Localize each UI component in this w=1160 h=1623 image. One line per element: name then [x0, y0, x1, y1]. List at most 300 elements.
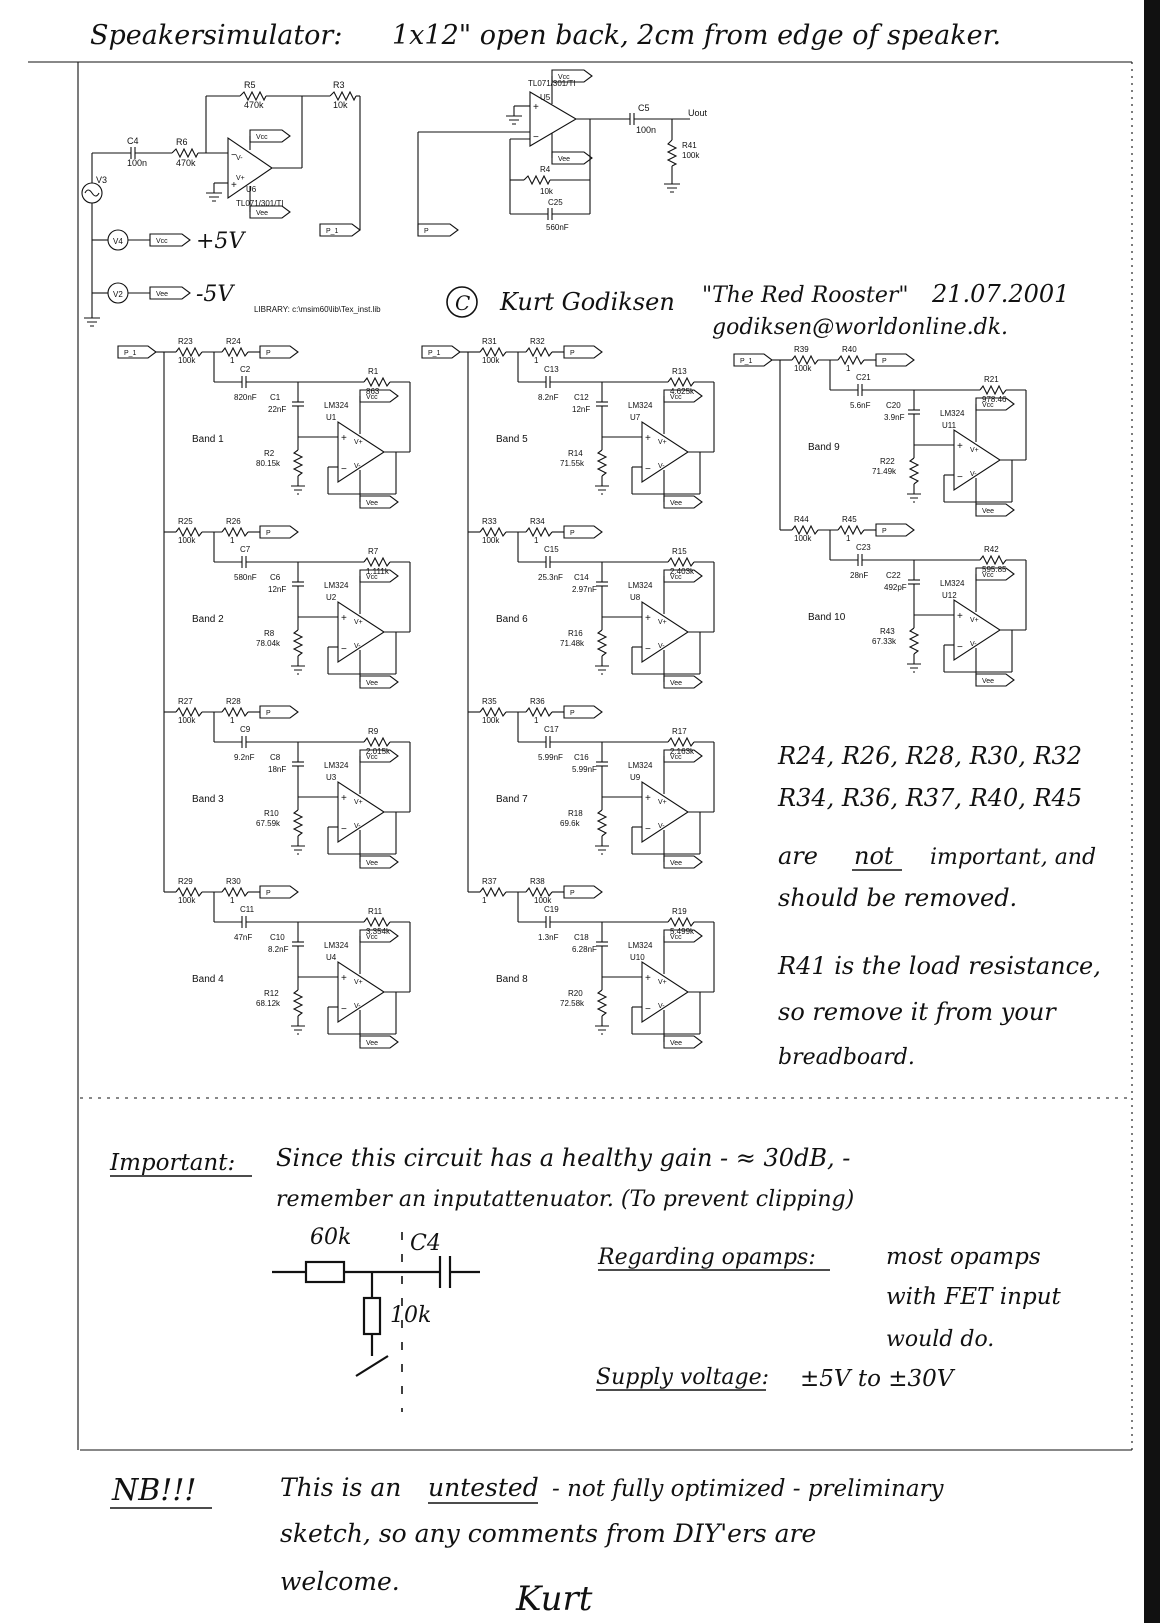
svg-text:560nF: 560nF: [546, 223, 569, 232]
svg-text:580nF: 580nF: [234, 573, 257, 582]
svg-text:69.6k: 69.6k: [560, 819, 580, 828]
credits: [447, 280, 1069, 340]
c4-value: 100n: [127, 158, 148, 168]
svg-text:R8: R8: [264, 629, 275, 638]
filter-band-2: [164, 517, 410, 688]
svg-text:−: −: [645, 824, 651, 835]
svg-text:Vee: Vee: [982, 678, 995, 685]
svg-text:−: −: [533, 132, 539, 143]
attenuator-shunt-resistor: [364, 1298, 380, 1334]
svg-text:most opamps: most opamps: [886, 1244, 1041, 1270]
svg-text:1: 1: [534, 536, 539, 545]
svg-text:R27: R27: [178, 697, 193, 706]
svg-text:−: −: [231, 150, 237, 161]
svg-text:R35: R35: [482, 697, 497, 706]
svg-text:12nF: 12nF: [268, 585, 287, 594]
svg-text:Vcc: Vcc: [670, 754, 682, 761]
filter-band-1: [164, 337, 410, 508]
svg-text:470k: 470k: [244, 100, 264, 110]
svg-text:+: +: [341, 433, 347, 444]
svg-text:U5: U5: [540, 93, 551, 102]
svg-text:TL071/301/TI: TL071/301/TI: [236, 199, 284, 208]
svg-text:R13: R13: [672, 367, 687, 376]
svg-text:LM324: LM324: [324, 761, 349, 770]
svg-text:+: +: [341, 973, 347, 984]
svg-text:LM324: LM324: [628, 581, 653, 590]
svg-text:LM324: LM324: [324, 581, 349, 590]
svg-text:This is an: This is an: [280, 1473, 402, 1502]
svg-text:C8: C8: [270, 753, 281, 762]
svg-text:1: 1: [230, 896, 235, 905]
svg-text:Vcc: Vcc: [366, 574, 378, 581]
svg-text:100n: 100n: [636, 125, 657, 135]
svg-text:R17: R17: [672, 727, 687, 736]
svg-text:V4: V4: [113, 237, 123, 246]
svg-text:C2: C2: [240, 365, 251, 374]
svg-text:820nF: 820nF: [234, 393, 257, 402]
svg-text:R37: R37: [482, 877, 497, 886]
svg-text:R15: R15: [672, 547, 687, 556]
svg-text:+: +: [341, 613, 347, 624]
svg-text:18nF: 18nF: [268, 765, 287, 774]
svg-text:Vcc: Vcc: [558, 74, 570, 81]
svg-text:V+: V+: [658, 979, 667, 986]
svg-text:R43: R43: [880, 627, 895, 636]
svg-text:R33: R33: [482, 517, 497, 526]
svg-text:Vcc: Vcc: [366, 754, 378, 761]
svg-text:Vcc: Vcc: [256, 134, 268, 141]
author-name: Kurt Godiksen: [500, 288, 675, 316]
page-title: Speakersimulator:: [90, 20, 343, 51]
svg-text:−: −: [341, 644, 347, 655]
svg-text:V-: V-: [658, 1003, 665, 1010]
svg-text:C7: C7: [240, 545, 251, 554]
nb-untested: untested: [428, 1473, 539, 1502]
svg-text:R36: R36: [530, 697, 545, 706]
svg-text:Vcc: Vcc: [670, 394, 682, 401]
svg-text:Vee: Vee: [982, 508, 995, 515]
important-section: [109, 1144, 1062, 1412]
filter-band-4: [164, 877, 410, 1048]
svg-text:U2: U2: [326, 593, 337, 602]
svg-text:Vee: Vee: [366, 1040, 379, 1047]
svg-text:100k: 100k: [534, 896, 552, 905]
svg-text:U10: U10: [630, 953, 645, 962]
note-r41-load: R41 is the load resistance,: [778, 952, 1101, 980]
svg-text:V+: V+: [354, 439, 363, 446]
svg-text:1: 1: [846, 534, 851, 543]
svg-text:1.111k: 1.111k: [366, 567, 389, 576]
filter-band-10: [780, 515, 1026, 686]
library-path: LIBRARY: c:\msim60\lib\Tex_inst.lib: [254, 305, 381, 314]
svg-text:47nF: 47nF: [234, 933, 253, 942]
svg-text:Vee: Vee: [256, 210, 269, 217]
svg-text:C11: C11: [240, 905, 255, 914]
svg-text:100k: 100k: [794, 534, 812, 543]
svg-text:+: +: [645, 613, 651, 624]
supply-voltage-label: Supply voltage:: [596, 1365, 770, 1390]
svg-text:−: −: [645, 464, 651, 475]
svg-text:−: −: [341, 824, 347, 835]
svg-text:V+: V+: [970, 447, 979, 454]
svg-text:V3: V3: [96, 175, 108, 185]
svg-text:V-: V-: [970, 641, 977, 648]
svg-text:+: +: [957, 611, 963, 622]
svg-text:1: 1: [534, 356, 539, 365]
svg-text:67.59k: 67.59k: [256, 819, 281, 828]
svg-text:R20: R20: [568, 989, 583, 998]
band-label: Band 4: [192, 974, 224, 985]
svg-text:Vcc: Vcc: [366, 394, 378, 401]
band-label: Band 7: [496, 794, 528, 805]
svg-text:67.33k: 67.33k: [872, 637, 897, 646]
svg-text:R18: R18: [568, 809, 583, 818]
svg-text:R14: R14: [568, 449, 583, 458]
svg-text:+: +: [645, 793, 651, 804]
svg-text:8.2nF: 8.2nF: [268, 945, 289, 954]
important-label: Important:: [110, 1150, 236, 1176]
svg-text:U9: U9: [630, 773, 641, 782]
filter-band-7: [468, 697, 714, 868]
svg-text:100k: 100k: [178, 896, 196, 905]
svg-text:R34: R34: [530, 517, 545, 526]
svg-text:R26: R26: [226, 517, 241, 526]
svg-text:should be removed.: should be removed.: [778, 884, 1018, 912]
important-line-1: Since this circuit has a healthy gain - ≈ 30dB, -: [276, 1144, 851, 1172]
neg-supply-label: -5V: [196, 282, 234, 307]
svg-text:P: P: [570, 350, 575, 357]
svg-text:V+: V+: [658, 619, 667, 626]
svg-text:C6: C6: [270, 573, 281, 582]
svg-text:5.99nF: 5.99nF: [572, 765, 597, 774]
opamps-label: Regarding opamps:: [598, 1245, 816, 1270]
svg-text:V+: V+: [354, 979, 363, 986]
svg-text:V-: V-: [658, 643, 665, 650]
svg-text:R45: R45: [842, 515, 857, 524]
input-stage: [82, 80, 381, 326]
svg-text:P: P: [882, 528, 887, 535]
svg-text:Vee: Vee: [366, 680, 379, 687]
svg-text:welcome.: welcome.: [280, 1567, 400, 1596]
svg-text:with FET input: with FET input: [886, 1284, 1061, 1310]
svg-text:25.3nF: 25.3nF: [538, 573, 563, 582]
svg-text:Vee: Vee: [366, 860, 379, 867]
svg-text:C21: C21: [856, 373, 871, 382]
svg-text:R2: R2: [264, 449, 275, 458]
svg-text:+: +: [957, 441, 963, 452]
svg-text:R11: R11: [368, 907, 383, 916]
note-not-emphasis: not: [854, 842, 894, 870]
note-resistor-list-2: R34, R36, R37, R40, R45: [778, 784, 1083, 812]
svg-text:8.2nF: 8.2nF: [538, 393, 559, 402]
svg-text:R9: R9: [368, 727, 379, 736]
svg-text:10k: 10k: [333, 100, 348, 110]
svg-text:LM324: LM324: [940, 579, 965, 588]
svg-text:+: +: [341, 793, 347, 804]
svg-text:V+: V+: [236, 175, 245, 182]
svg-text:U6: U6: [246, 185, 257, 194]
svg-text:LM324: LM324: [324, 401, 349, 410]
scan-edge-shadow: [1144, 0, 1160, 1623]
svg-text:C: C: [455, 291, 471, 315]
svg-text:Vee: Vee: [366, 500, 379, 507]
svg-text:1: 1: [482, 896, 487, 905]
svg-text:U3: U3: [326, 773, 337, 782]
svg-text:R16: R16: [568, 629, 583, 638]
svg-text:4.625k: 4.625k: [670, 387, 695, 396]
svg-text:68.12k: 68.12k: [256, 999, 281, 1008]
svg-text:Vcc: Vcc: [982, 572, 994, 579]
svg-text:−: −: [645, 644, 651, 655]
svg-text:TL071/301/TI: TL071/301/TI: [528, 79, 576, 88]
svg-text:R40: R40: [842, 345, 857, 354]
svg-text:P: P: [266, 890, 271, 897]
attenuator-sketch: [272, 1225, 480, 1412]
svg-text:C25: C25: [548, 198, 563, 207]
svg-text:C22: C22: [886, 571, 901, 580]
svg-text:R38: R38: [530, 877, 545, 886]
important-line-2: remember an inputattenuator. (To prevent clipping): [276, 1187, 855, 1212]
band-label: Band 8: [496, 974, 528, 985]
svg-text:V+: V+: [970, 617, 979, 624]
band-label: Band 3: [192, 794, 224, 805]
svg-text:R32: R32: [530, 337, 545, 346]
svg-text:100k: 100k: [482, 536, 500, 545]
svg-text:would do.: would do.: [886, 1327, 995, 1352]
svg-text:71.48k: 71.48k: [560, 639, 585, 648]
svg-text:Uout: Uout: [688, 108, 708, 118]
note-resistor-list-1: R24, R26, R28, R30, R32: [778, 742, 1083, 770]
band-label: Band 5: [496, 434, 528, 445]
svg-text:R29: R29: [178, 877, 193, 886]
svg-text:V+: V+: [354, 619, 363, 626]
svg-text:P: P: [570, 890, 575, 897]
svg-text:2.97nF: 2.97nF: [572, 585, 597, 594]
svg-text:100k: 100k: [482, 716, 500, 725]
svg-text:R30: R30: [226, 877, 241, 886]
svg-text:important, and: important, and: [930, 845, 1097, 870]
band-label: Band 9: [808, 442, 840, 453]
band-label: Band 1: [192, 434, 224, 445]
svg-text:R24: R24: [226, 337, 241, 346]
svg-text:100k: 100k: [178, 356, 196, 365]
svg-text:80.15k: 80.15k: [256, 459, 281, 468]
svg-text:Vcc: Vcc: [156, 238, 168, 245]
svg-text:are: are: [778, 842, 818, 870]
side-notes: [777, 742, 1101, 1070]
svg-text:+: +: [645, 973, 651, 984]
sketch-date: 21.07.2001: [932, 280, 1070, 308]
svg-text:Vee: Vee: [670, 500, 683, 507]
svg-text:V-: V-: [354, 823, 361, 830]
svg-text:P_1: P_1: [740, 358, 753, 365]
svg-text:P: P: [266, 530, 271, 537]
svg-text:595.85: 595.85: [982, 565, 1007, 574]
svg-text:5.6nF: 5.6nF: [850, 401, 871, 410]
output-stage: [418, 70, 708, 236]
svg-text:R28: R28: [226, 697, 241, 706]
svg-text:V2: V2: [113, 290, 123, 299]
svg-text:+: +: [533, 102, 539, 113]
svg-text:2.163k: 2.163k: [670, 747, 695, 756]
band-label: Band 6: [496, 614, 528, 625]
svg-text:C23: C23: [856, 543, 871, 552]
svg-text:R1: R1: [368, 367, 379, 376]
svg-text:60k: 60k: [310, 1225, 352, 1250]
svg-text:−: −: [341, 464, 347, 475]
svg-text:Vcc: Vcc: [982, 402, 994, 409]
svg-text:1: 1: [230, 356, 235, 365]
svg-text:78.04k: 78.04k: [256, 639, 281, 648]
svg-text:R7: R7: [368, 547, 379, 556]
svg-text:C18: C18: [574, 933, 589, 942]
svg-text:10k: 10k: [540, 187, 553, 196]
filter-bands: [118, 337, 1026, 1048]
nb-label: NB!!!: [112, 1473, 197, 1508]
svg-text:+: +: [645, 433, 651, 444]
svg-text:72.58k: 72.58k: [560, 999, 585, 1008]
svg-text:978.46: 978.46: [982, 395, 1007, 404]
c4-ref: C4: [127, 136, 139, 146]
svg-text:Vcc: Vcc: [366, 934, 378, 941]
svg-text:C15: C15: [544, 545, 559, 554]
svg-text:LM324: LM324: [324, 941, 349, 950]
svg-text:U12: U12: [942, 591, 957, 600]
svg-text:C19: C19: [544, 905, 559, 914]
svg-text:R23: R23: [178, 337, 193, 346]
svg-text:C10: C10: [270, 933, 285, 942]
svg-text:−: −: [645, 1004, 651, 1015]
svg-text:LM324: LM324: [628, 761, 653, 770]
svg-text:C14: C14: [574, 573, 589, 582]
svg-text:71.49k: 71.49k: [872, 467, 897, 476]
band-label: Band 2: [192, 614, 224, 625]
svg-text:C1: C1: [270, 393, 281, 402]
svg-text:V-: V-: [658, 463, 665, 470]
svg-text:R4: R4: [540, 165, 551, 174]
svg-text:22nF: 22nF: [268, 405, 287, 414]
filter-band-8: [468, 877, 714, 1048]
svg-text:R22: R22: [880, 457, 895, 466]
svg-text:−: −: [341, 1004, 347, 1015]
svg-text:R44: R44: [794, 515, 809, 524]
svg-text:Vcc: Vcc: [670, 934, 682, 941]
svg-text:3.9nF: 3.9nF: [884, 413, 905, 422]
svg-text:100k: 100k: [682, 151, 700, 160]
filter-band-3: [164, 697, 410, 868]
svg-text:V-: V-: [354, 643, 361, 650]
svg-text:sketch, so any comments from D: sketch, so any comments from DIY'ers are: [280, 1519, 817, 1548]
svg-text:C4: C4: [410, 1231, 441, 1256]
svg-text:1: 1: [230, 536, 235, 545]
svg-text:1: 1: [230, 716, 235, 725]
svg-text:- not fully optimized - prelim: - not fully optimized - preliminary: [552, 1476, 944, 1502]
svg-text:Vee: Vee: [670, 1040, 683, 1047]
svg-text:P: P: [266, 710, 271, 717]
svg-text:28nF: 28nF: [850, 571, 869, 580]
svg-text:−: −: [957, 642, 963, 653]
svg-text:5.499k: 5.499k: [670, 927, 695, 936]
svg-text:863: 863: [366, 387, 380, 396]
svg-text:P: P: [570, 710, 575, 717]
svg-text:3.354k: 3.354k: [366, 927, 391, 936]
svg-text:P: P: [424, 228, 429, 235]
svg-text:R39: R39: [794, 345, 809, 354]
svg-text:P_1: P_1: [326, 228, 339, 235]
svg-text:5.99nF: 5.99nF: [538, 753, 563, 762]
svg-text:6.28nF: 6.28nF: [572, 945, 597, 954]
svg-text:P: P: [882, 358, 887, 365]
svg-text:100k: 100k: [178, 536, 196, 545]
svg-text:V+: V+: [658, 799, 667, 806]
svg-text:100k: 100k: [794, 364, 812, 373]
svg-text:1: 1: [846, 364, 851, 373]
svg-text:R25: R25: [178, 517, 193, 526]
svg-text:Vcc: Vcc: [670, 574, 682, 581]
svg-text:U1: U1: [326, 413, 337, 422]
svg-text:LM324: LM324: [940, 409, 965, 418]
svg-text:Vee: Vee: [670, 860, 683, 867]
band-label: Band 10: [808, 612, 846, 623]
supply-voltage-range: ±5V to ±30V: [800, 1366, 954, 1392]
svg-text:71.55k: 71.55k: [560, 459, 585, 468]
author-email: godiksen@worldonline.dk.: [712, 315, 1009, 340]
svg-text:R21: R21: [984, 375, 999, 384]
svg-text:12nF: 12nF: [572, 405, 591, 414]
svg-text:U11: U11: [942, 421, 957, 430]
svg-text:V-: V-: [236, 155, 243, 162]
svg-text:V-: V-: [354, 463, 361, 470]
svg-text:Vee: Vee: [670, 680, 683, 687]
pos-supply-label: +5V: [196, 229, 245, 254]
svg-text:C16: C16: [574, 753, 589, 762]
svg-text:P_1: P_1: [428, 350, 441, 357]
svg-text:−: −: [957, 472, 963, 483]
svg-text:P: P: [266, 350, 271, 357]
svg-text:1: 1: [534, 716, 539, 725]
svg-text:R5: R5: [244, 80, 256, 90]
svg-text:R3: R3: [333, 80, 345, 90]
nb-section: [110, 1473, 945, 1619]
svg-text:P_1: P_1: [124, 350, 137, 357]
svg-text:LM324: LM324: [628, 401, 653, 410]
svg-text:10k: 10k: [390, 1303, 432, 1328]
svg-text:V+: V+: [658, 439, 667, 446]
svg-text:P: P: [570, 530, 575, 537]
svg-text:100k: 100k: [482, 356, 500, 365]
svg-text:C13: C13: [544, 365, 559, 374]
svg-text:LM324: LM324: [628, 941, 653, 950]
svg-text:C5: C5: [638, 103, 650, 113]
svg-text:R41: R41: [682, 141, 697, 150]
svg-text:2.403k: 2.403k: [670, 567, 695, 576]
filter-band-5: [468, 337, 714, 508]
svg-text:V-: V-: [970, 471, 977, 478]
svg-text:C9: C9: [240, 725, 251, 734]
attenuator-series-resistor: [306, 1262, 344, 1282]
svg-text:V-: V-: [354, 1003, 361, 1010]
svg-text:2.015k: 2.015k: [366, 747, 391, 756]
svg-text:R6: R6: [176, 137, 188, 147]
svg-text:C12: C12: [574, 393, 589, 402]
svg-text:492pF: 492pF: [884, 583, 907, 592]
svg-text:V+: V+: [354, 799, 363, 806]
svg-text:470k: 470k: [176, 158, 196, 168]
filter-band-9: [780, 345, 1026, 516]
page-subtitle: 1x12" open back, 2cm from edge of speaker.: [392, 20, 1002, 51]
svg-text:+: +: [231, 180, 237, 191]
filter-band-6: [468, 517, 714, 688]
